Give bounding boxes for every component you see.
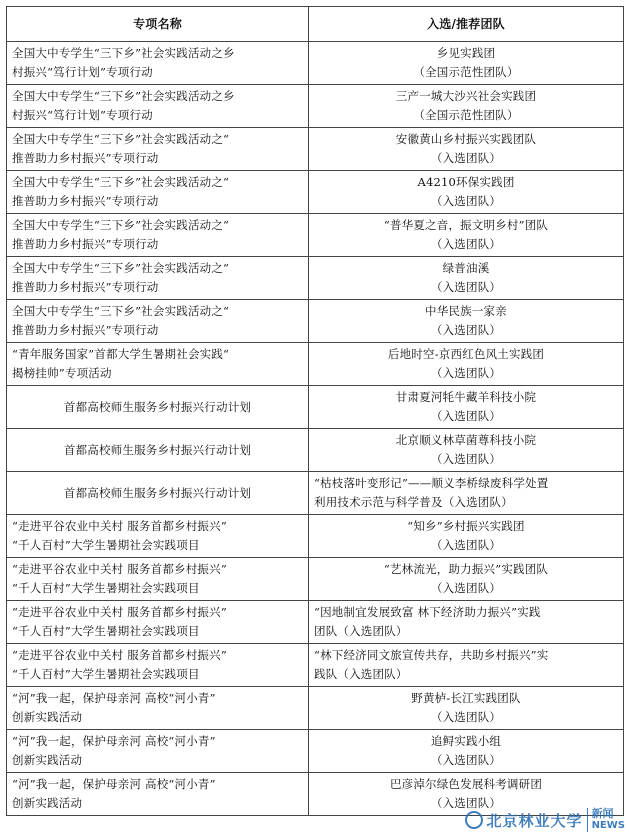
project-name-cell: “河”我一起，保护母亲河 高校“河小青” 创新实践活动	[7, 773, 309, 816]
table-body	[7, 42, 624, 816]
table-row	[7, 429, 624, 472]
table-row	[7, 687, 624, 730]
team-cell: 绿普油溪 （入选团队）	[309, 257, 624, 300]
team-cell: “枯枝落叶变形记”——顺义李桥绿废科学处置 利用技术示范与科学普及（入选团队）	[309, 472, 624, 515]
project-name-cell: 全国大中专学生“三下乡”社会实践活动之“ 推普助力乡村振兴”专项行动	[7, 257, 309, 300]
project-name-cell: “河”我一起，保护母亲河 高校“河小青” 创新实践活动	[7, 687, 309, 730]
team-cell: A4210环保实践团 （入选团队）	[309, 171, 624, 214]
table-row	[7, 257, 624, 300]
university-logo-icon	[465, 811, 483, 829]
table-row	[7, 171, 624, 214]
watermark	[465, 808, 625, 832]
project-name-cell: “走进平谷农业中关村 服务首都乡村振兴” “千人百村”大学生暑期社会实践项目	[7, 644, 309, 687]
project-name-cell: “走进平谷农业中关村 服务首都乡村振兴” “千人百村”大学生暑期社会实践项目	[7, 515, 309, 558]
team-cell: “林下经济同文旅宣传共存，共助乡村振兴”实 践队（入选团队）	[309, 644, 624, 687]
project-name-cell: 全国大中专学生“三下乡”社会实践活动之“ 推普助力乡村振兴”专项行动	[7, 214, 309, 257]
project-name-cell: 全国大中专学生“三下乡”社会实践活动之乡 村振兴“笃行计划”专项行动	[7, 85, 309, 128]
table-row	[7, 85, 624, 128]
team-cell: 甘肃夏河牦牛藏羊科技小院 （入选团队）	[309, 386, 624, 429]
table-header-row	[7, 7, 624, 42]
header-project-name: 专项名称	[7, 7, 309, 42]
team-cell: 乡见实践团 （全国示范性团队）	[309, 42, 624, 85]
table-row	[7, 343, 624, 386]
project-name-cell: “走进平谷农业中关村 服务首都乡村振兴” “千人百村”大学生暑期社会实践项目	[7, 601, 309, 644]
project-name-cell: 首都高校师生服务乡村振兴行动计划	[7, 386, 309, 429]
team-cell: 北京顺义林草菌尊科技小院 （入选团队）	[309, 429, 624, 472]
table-row	[7, 300, 624, 343]
table-row	[7, 730, 624, 773]
table-row	[7, 472, 624, 515]
team-cell: “艺林流光，助力振兴”实践团队 （入选团队）	[309, 558, 624, 601]
watermark-university-name: 北京林业大学	[486, 811, 583, 830]
team-cell: 三产一城大沙兴社会实践团 （全国示范性团队）	[309, 85, 624, 128]
watermark-news-label	[592, 808, 625, 832]
watermark-news-cn: 新闻	[591, 807, 614, 820]
project-name-cell: 全国大中专学生“三下乡”社会实践活动之“ 推普助力乡村振兴”专项行动	[7, 171, 309, 214]
project-name-cell: 首都高校师生服务乡村振兴行动计划	[7, 429, 309, 472]
header-team: 入选/推荐团队	[309, 7, 624, 42]
project-name-cell: 全国大中专学生“三下乡”社会实践活动之“ 推普助力乡村振兴”专项行动	[7, 300, 309, 343]
project-name-cell: 全国大中专学生“三下乡”社会实践活动之乡 村振兴“笃行计划”专项行动	[7, 42, 309, 85]
award-table	[6, 6, 624, 816]
table-row	[7, 601, 624, 644]
team-cell: “知乡”乡村振兴实践团 （入选团队）	[309, 515, 624, 558]
project-name-cell: “走进平谷农业中关村 服务首都乡村振兴” “千人百村”大学生暑期社会实践项目	[7, 558, 309, 601]
table-row	[7, 128, 624, 171]
table-row	[7, 214, 624, 257]
watermark-news-en: NEWS	[591, 820, 625, 831]
team-cell: 后地时空-京西红色风土实践团 （入选团队）	[309, 343, 624, 386]
team-cell: 安徽黄山乡村振兴实践团队 （入选团队）	[309, 128, 624, 171]
team-cell: 野黄栌-长江实践团队 （入选团队）	[309, 687, 624, 730]
team-cell: “普华夏之音，振文明乡村”团队 （入选团队）	[309, 214, 624, 257]
table-row	[7, 644, 624, 687]
table-row	[7, 515, 624, 558]
team-cell: 追鲟实践小组 （入选团队）	[309, 730, 624, 773]
table-row	[7, 386, 624, 429]
table-row	[7, 558, 624, 601]
team-cell: “因地制宜发展致富 林下经济助力振兴”实践 团队（入选团队）	[309, 601, 624, 644]
project-name-cell: “河”我一起，保护母亲河 高校“河小青” 创新实践活动	[7, 730, 309, 773]
watermark-divider	[587, 808, 588, 832]
project-name-cell: 首都高校师生服务乡村振兴行动计划	[7, 472, 309, 515]
table-row	[7, 42, 624, 85]
project-name-cell: 全国大中专学生“三下乡”社会实践活动之“ 推普助力乡村振兴”专项行动	[7, 128, 309, 171]
project-name-cell: “青年服务国家”首都大学生暑期社会实践“ 揭榜挂帅”专项活动	[7, 343, 309, 386]
team-cell: 巴彦淖尔绿色发展科考调研团 （入选团队）	[309, 773, 624, 816]
team-cell: 中华民族一家亲 （入选团队）	[309, 300, 624, 343]
